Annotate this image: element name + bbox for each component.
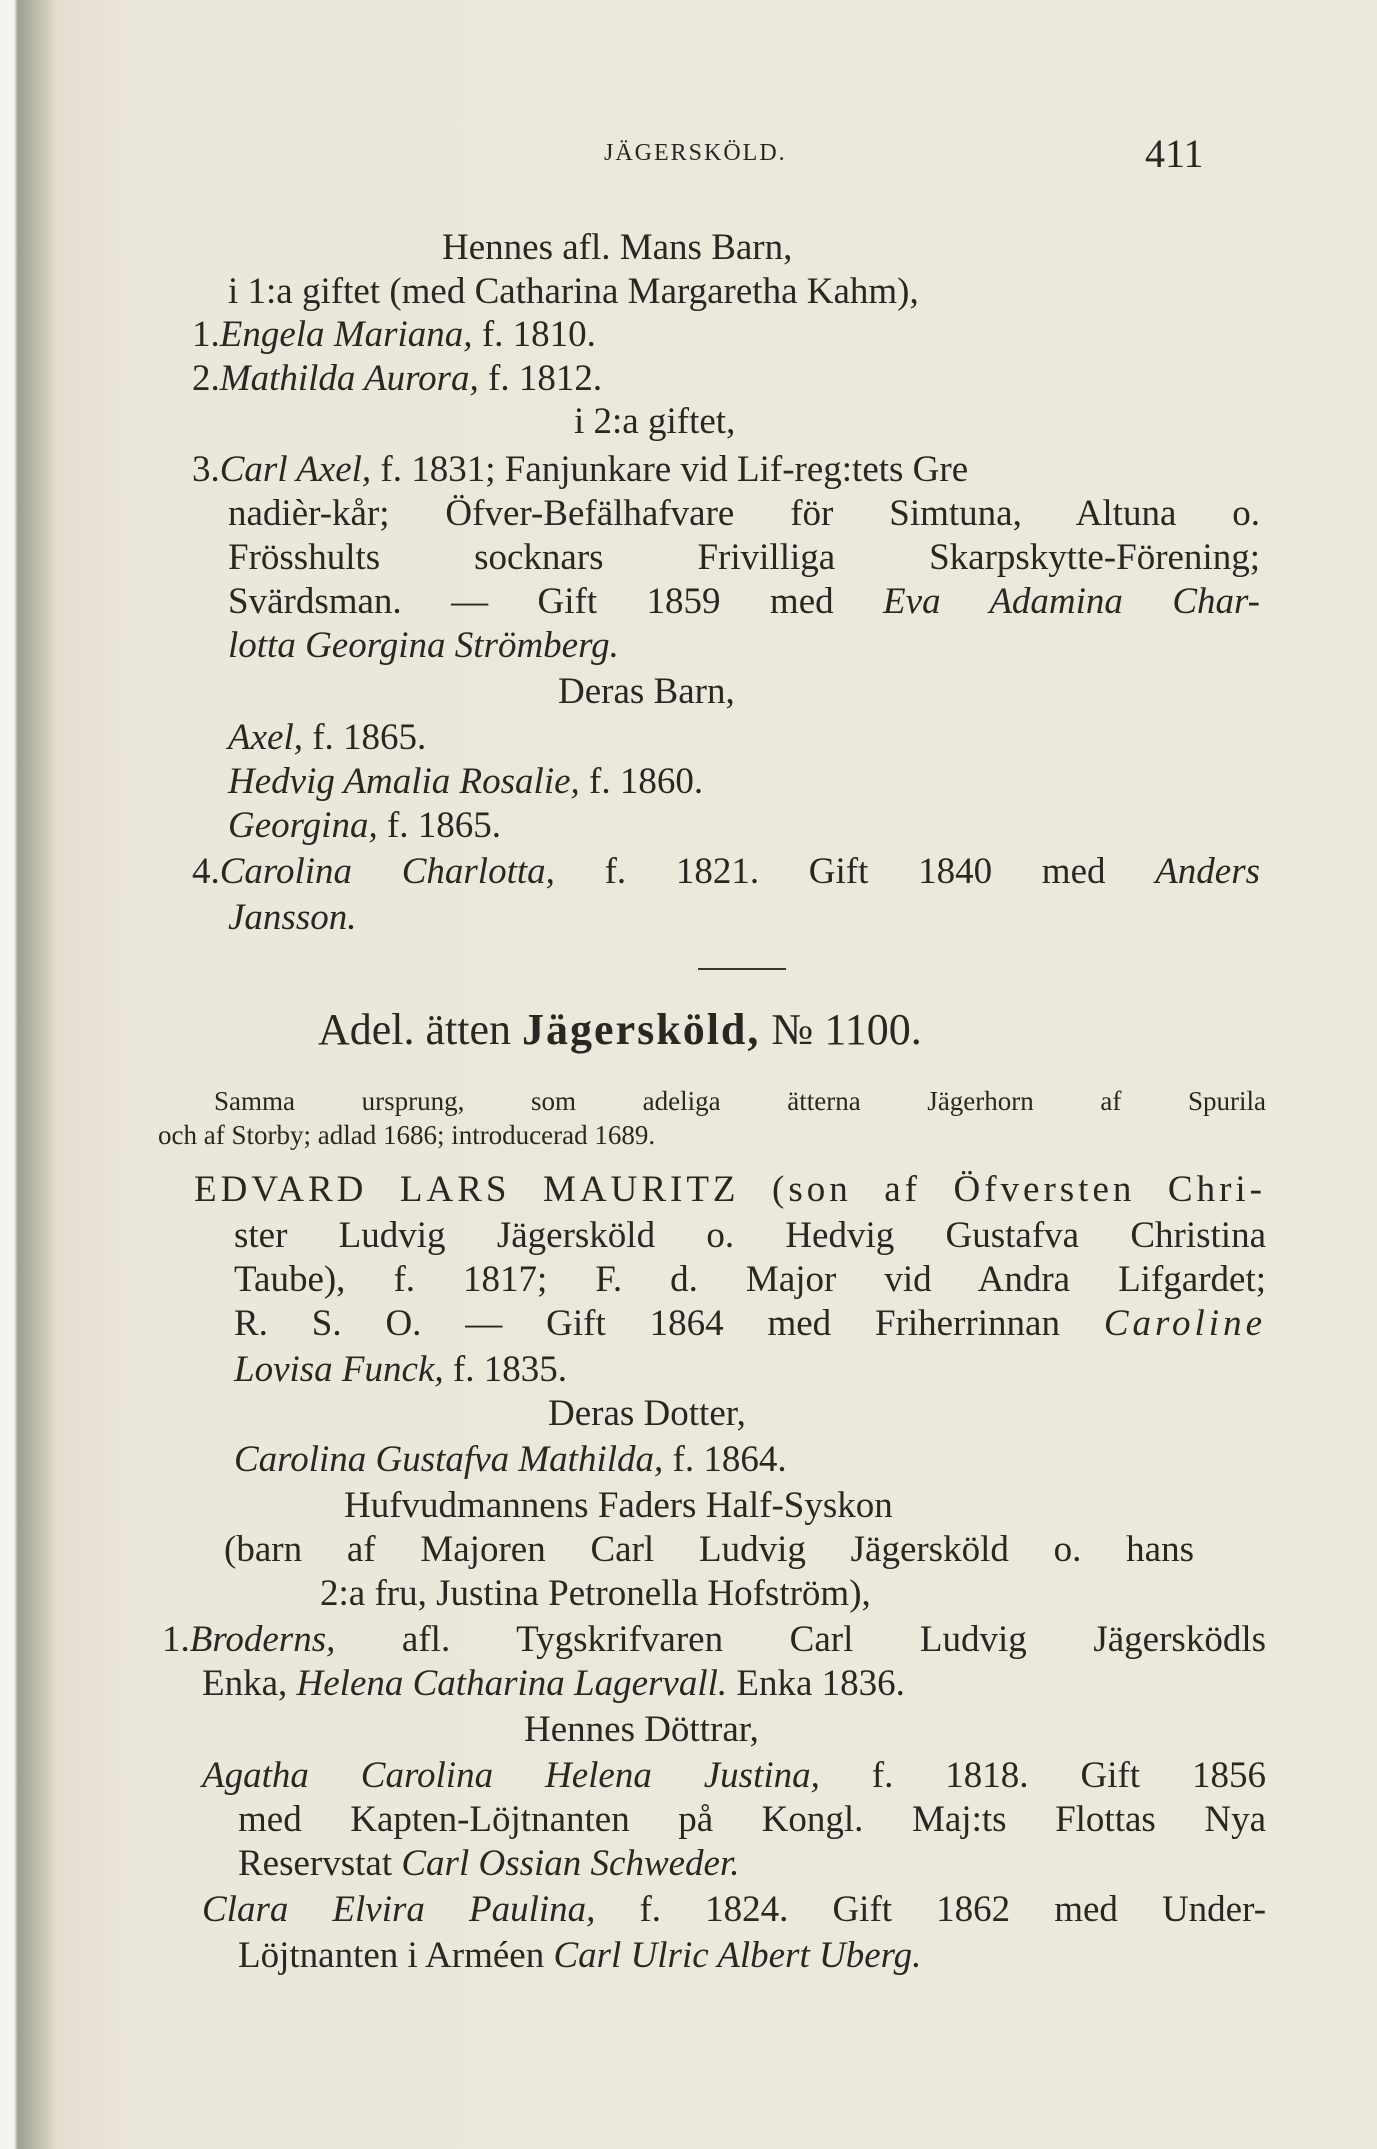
text-line: Deras Barn, — [558, 671, 735, 712]
section-divider — [698, 968, 786, 970]
text-line: i 1:a giftet (med Catharina Margaretha Kahm), — [228, 271, 919, 312]
text-line: med Kapten-Löjtnanten på Kongl. Maj:ts Flottas Nya — [238, 1799, 1266, 1840]
section-heading: Adel. ätten Jägersköld, № 1100. — [318, 1005, 922, 1054]
running-header: JÄGERSKÖLD. — [604, 140, 787, 166]
book-page — [58, 0, 1377, 2149]
text-line: 2:a fru, Justina Petronella Hofström), — [320, 1573, 871, 1614]
text-line: Jansson. — [228, 897, 357, 938]
text-line: Deras Dotter, — [548, 1393, 746, 1434]
text-line: Löjtnanten i Arméen Carl Ulric Albert Uberg. — [238, 1935, 922, 1976]
text-line: Lovisa Funck, f. 1835. — [234, 1349, 567, 1390]
text-line: Frösshults socknars Frivilliga Skarpskytte-Förening; — [228, 537, 1260, 578]
text-line: Taube), f. 1817; F. d. Major vid Andra Lifgardet; — [234, 1259, 1266, 1300]
text-line: Hedvig Amalia Rosalie, f. 1860. — [228, 761, 704, 802]
page-number: 411 — [1145, 131, 1204, 176]
text-line: ster Ludvig Jägersköld o. Hedvig Gustafva Christina — [234, 1215, 1266, 1256]
text-line: Georgina, f. 1865. — [228, 805, 502, 846]
text-line: Hennes Döttrar, — [524, 1709, 759, 1750]
text-line: Samma ursprung, som adeliga ätterna Jägerhorn af Spurila — [214, 1086, 1266, 1116]
text-line: lotta Georgina Strömberg. — [228, 625, 619, 666]
text-line: i 2:a giftet, — [574, 401, 736, 442]
text-line: nadièr-kår; Öfver-Befälhafvare för Simtuna, Altuna o. — [228, 493, 1260, 534]
text-line: Carolina Gustafva Mathilda, f. 1864. — [234, 1439, 787, 1480]
text-line: Reservstat Carl Ossian Schweder. — [238, 1843, 740, 1884]
text-line: Hennes afl. Mans Barn, — [442, 227, 793, 268]
text-line: 4.Carolina Charlotta, f. 1821. Gift 1840 med Anders — [192, 851, 1261, 892]
text-line: 1.Engela Mariana, f. 1810. — [192, 314, 596, 355]
text-line: R. S. O. — Gift 1864 med Friherrinnan Caroline — [234, 1303, 1266, 1344]
text-line: Hufvudmannens Faders Half-Syskon — [344, 1485, 893, 1526]
text-line: (barn af Majoren Carl Ludvig Jägersköld o. hans — [224, 1529, 1194, 1570]
text-line: Agatha Carolina Helena Justina, f. 1818. Gift 1856 — [202, 1755, 1266, 1796]
text-line: Clara Elvira Paulina, f. 1824. Gift 1862 med Under- — [202, 1889, 1267, 1930]
text-line: EDVARD LARS MAURITZ (son af Öfversten Chri- — [194, 1169, 1266, 1210]
text-line: Enka, Helena Catharina Lagervall. Enka 1836. — [202, 1663, 905, 1704]
text-line: 2.Mathilda Aurora, f. 1812. — [192, 358, 603, 399]
text-line: Axel, f. 1865. — [228, 717, 427, 758]
text-line: 1.Broderns, afl. Tygskrifvaren Carl Ludvig Jägersködls — [162, 1619, 1266, 1660]
book-binding-shadow — [0, 0, 58, 2149]
text-line: 3.Carl Axel, f. 1831; Fanjunkare vid Lif-reg:tets Gre — [192, 449, 969, 490]
text-line: och af Storby; adlad 1686; introducerad 1689. — [158, 1120, 656, 1150]
text-line: Svärdsman. — Gift 1859 med Eva Adamina Char- — [228, 581, 1260, 622]
